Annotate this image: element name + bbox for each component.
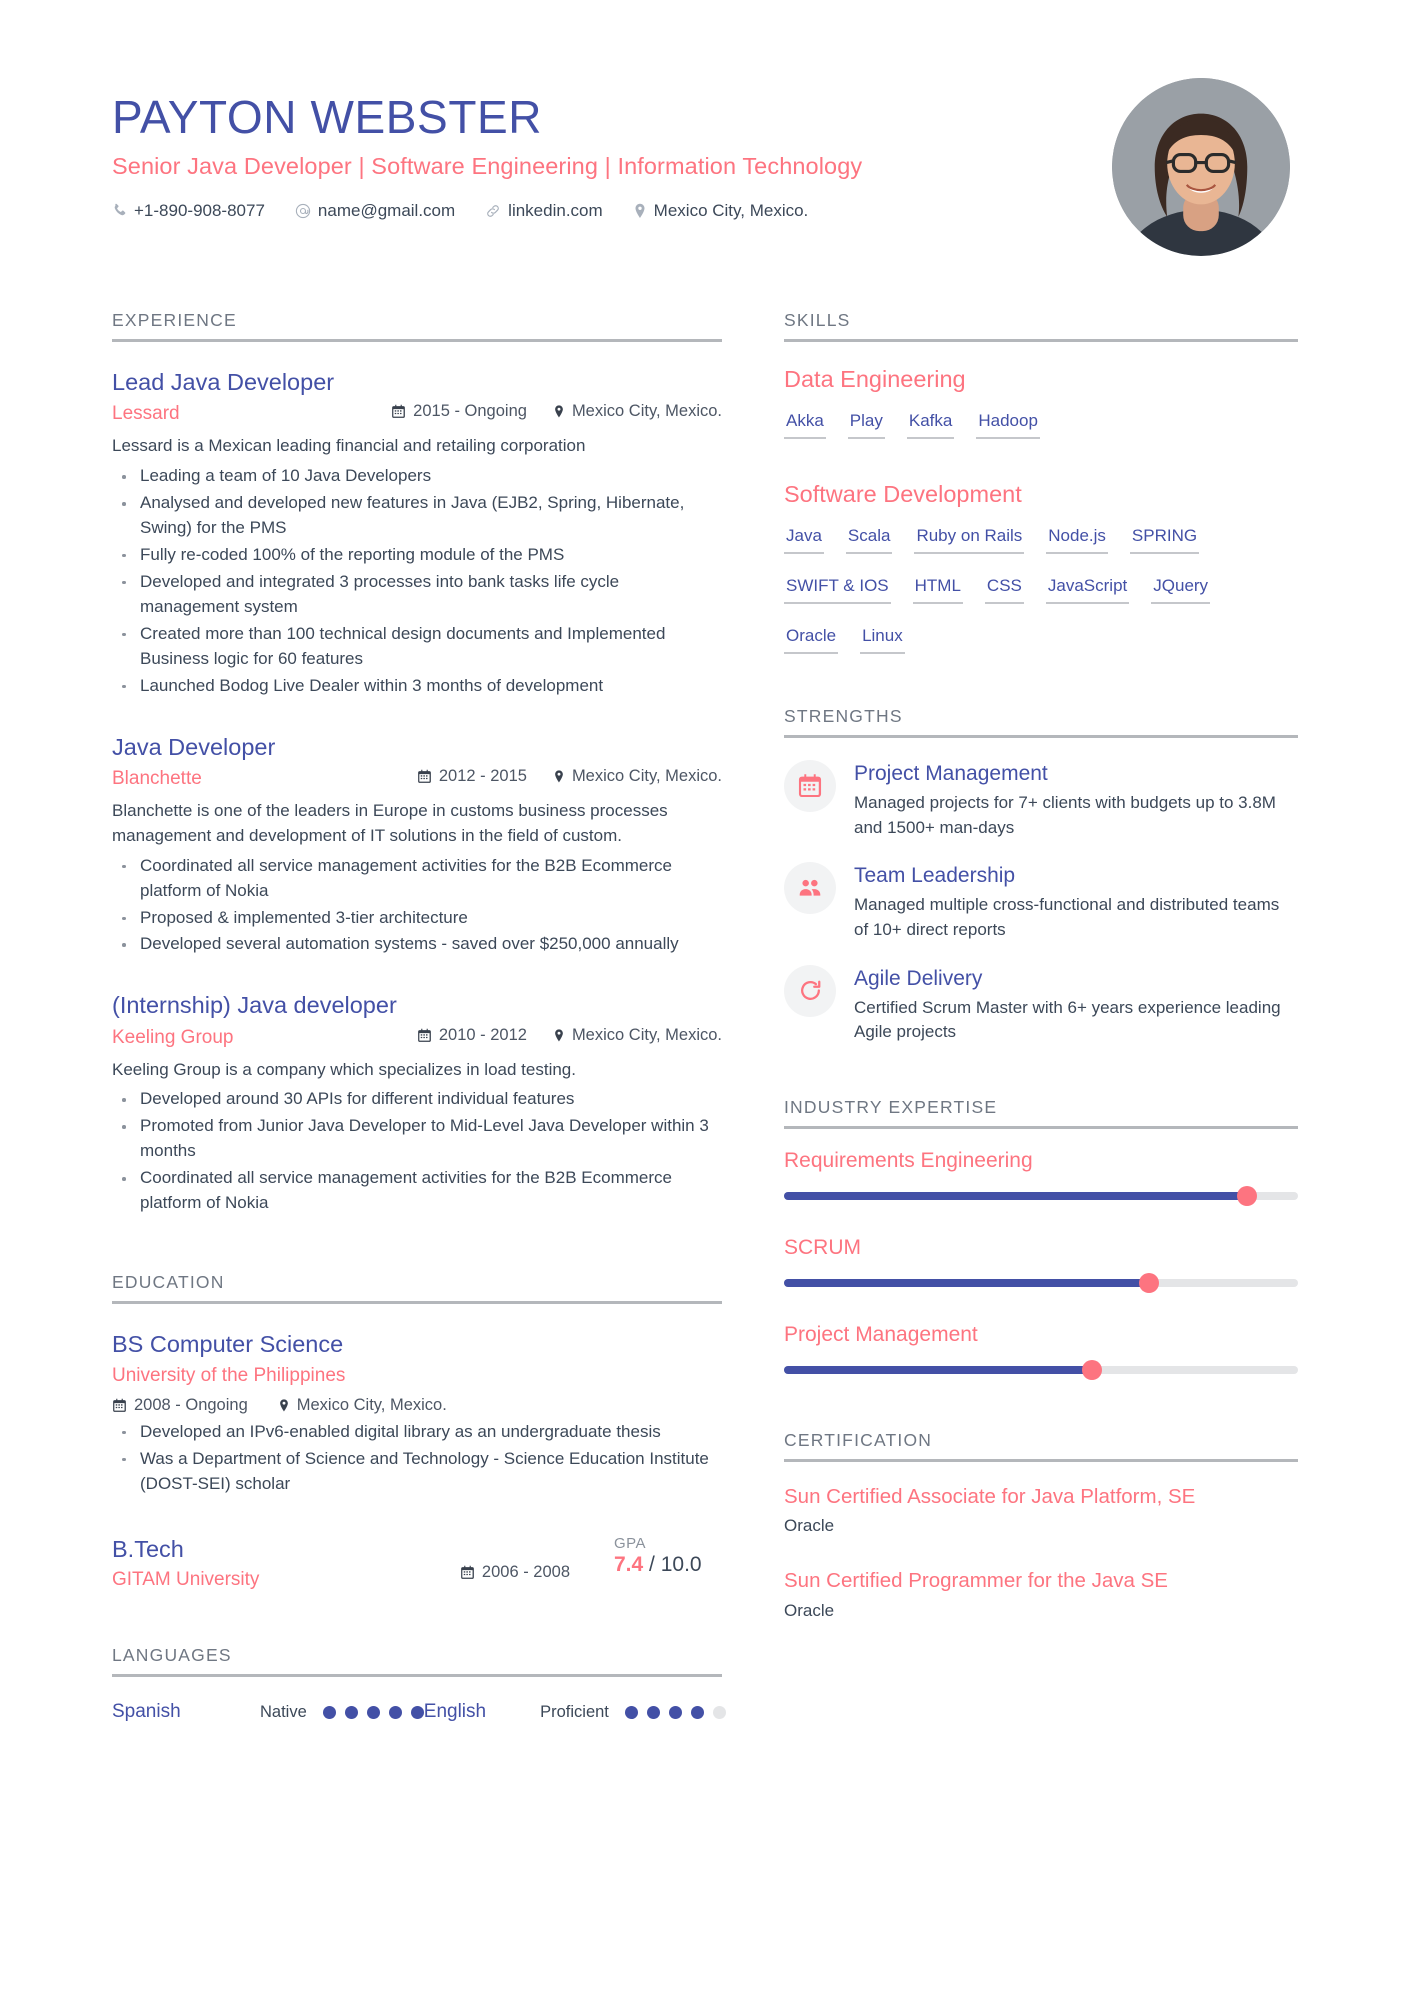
slider-knob[interactable] xyxy=(1082,1360,1102,1380)
job-title: Lead Java Developer xyxy=(112,369,335,395)
skill-tag[interactable]: Scala xyxy=(846,522,893,554)
profile-photo xyxy=(1112,78,1290,256)
certification-org: Oracle xyxy=(784,1516,835,1536)
contact-location-text: Mexico City, Mexico. xyxy=(653,200,809,220)
list-item: Developed an IPv6-enabled digital library as an undergraduate thesis xyxy=(112,1420,722,1445)
section-divider xyxy=(112,1674,722,1677)
skill-tag[interactable]: CSS xyxy=(985,572,1024,604)
job-location-text: Mexico City, Mexico. xyxy=(571,402,722,421)
education-meta xyxy=(112,1396,722,1415)
education-dates xyxy=(460,1563,570,1582)
education-entry xyxy=(112,1330,722,1496)
skill-group-title: Software Development xyxy=(784,481,1022,507)
contact-phone-text: +1-890-908-8077 xyxy=(134,200,265,220)
contact-phone[interactable] xyxy=(112,201,265,221)
list-item: Promoted from Junior Java Developer to Mid-Level Java Developer within 3 months xyxy=(112,1114,722,1164)
skill-tag-list xyxy=(784,397,1298,447)
slider-fill xyxy=(784,1366,1092,1374)
right-column xyxy=(784,310,1298,1723)
job-location xyxy=(553,402,722,421)
rating-dot xyxy=(691,1706,704,1719)
job-dates xyxy=(417,767,527,786)
job-description: Lessard is a Mexican leading financial and retailing corporation xyxy=(112,436,586,456)
contact-location xyxy=(633,201,809,221)
skill-tag[interactable]: SPRING xyxy=(1130,522,1199,554)
job-bullets xyxy=(112,1087,722,1216)
job-dates xyxy=(417,1026,527,1045)
certification-title: Sun Certified Associate for Java Platform, SE xyxy=(784,1484,1196,1508)
slider-knob[interactable] xyxy=(1139,1273,1159,1293)
skill-tag[interactable]: Play xyxy=(848,407,885,439)
list-item: Was a Department of Science and Technology - Science Education Institute (DOST-SEI) scholar xyxy=(112,1447,722,1497)
job-bullets xyxy=(112,464,722,699)
list-item: Created more than 100 technical design documents and Implemented Business logic for 60 features xyxy=(112,622,722,672)
language-name: Spanish xyxy=(112,1701,181,1723)
job-location xyxy=(553,767,722,786)
strength-item xyxy=(784,965,1298,1045)
location-pin-icon xyxy=(553,404,565,419)
rating-dot xyxy=(411,1706,424,1719)
education-entry-secondary xyxy=(112,1535,722,1591)
expertise-item xyxy=(784,1323,1298,1380)
strength-title: Project Management xyxy=(854,762,1048,785)
skill-tag[interactable]: Oracle xyxy=(784,622,838,654)
calendar-icon xyxy=(391,404,406,419)
education-location-text: Mexico City, Mexico. xyxy=(296,1395,447,1414)
skill-tag[interactable]: SWIFT & IOS xyxy=(784,572,891,604)
job-description: Blanchette is one of the leaders in Europe in customs business processes management and development of IT solutions in the field of custom. xyxy=(112,801,668,845)
rating-dot xyxy=(625,1706,638,1719)
list-item: Launched Bodog Live Dealer within 3 months of development xyxy=(112,674,722,699)
contact-email-text: name@gmail.com xyxy=(317,200,456,220)
job-meta xyxy=(112,1026,722,1049)
language-rating xyxy=(625,1706,726,1719)
list-item: Proposed & implemented 3-tier architecture xyxy=(112,906,722,931)
rating-dot xyxy=(367,1706,380,1719)
list-item: Fully re-coded 100% of the reporting module of the PMS xyxy=(112,543,722,568)
strength-title: Agile Delivery xyxy=(854,966,983,990)
location-pin-icon xyxy=(553,769,565,784)
contact-link[interactable] xyxy=(485,201,603,221)
section-languages xyxy=(112,1645,722,1723)
gpa-block xyxy=(604,1535,722,1577)
section-divider xyxy=(784,735,1298,738)
section-skills xyxy=(784,310,1298,662)
calendar-icon xyxy=(417,769,432,784)
experience-entry xyxy=(112,991,722,1216)
skill-tag[interactable]: JQuery xyxy=(1151,572,1210,604)
degree-title: B.Tech xyxy=(112,1535,184,1562)
gpa-number: 7.4 xyxy=(614,1552,644,1576)
section-heading-industry-expertise: INDUSTRY EXPERTISE xyxy=(784,1096,998,1117)
rating-dot xyxy=(389,1706,402,1719)
education-dates-text: 2008 - Ongoing xyxy=(134,1395,248,1414)
section-experience xyxy=(112,310,722,1216)
school-name: University of the Philippines xyxy=(112,1364,346,1386)
skill-tag[interactable]: JavaScript xyxy=(1046,572,1129,604)
job-title: Java Developer xyxy=(112,733,276,760)
expertise-slider[interactable] xyxy=(784,1273,1298,1293)
certification-title: Sun Certified Programmer for the Java SE xyxy=(784,1569,1168,1593)
certification-item xyxy=(784,1568,1298,1621)
left-column xyxy=(112,310,784,1723)
gpa-label: GPA xyxy=(614,1534,647,1552)
section-certification xyxy=(784,1430,1298,1621)
strength-title: Team Leadership xyxy=(854,864,1016,888)
slider-fill xyxy=(784,1192,1247,1200)
skill-tag[interactable]: Hadoop xyxy=(976,407,1040,439)
section-heading-languages: LANGUAGES xyxy=(112,1645,232,1666)
headline: Senior Java Developer | Software Engineering | Information Technology xyxy=(112,152,863,179)
section-divider xyxy=(784,1459,1298,1462)
team-people-icon xyxy=(784,862,836,914)
job-dates xyxy=(391,402,527,421)
rating-dot xyxy=(669,1706,682,1719)
list-item: Leading a team of 10 Java Developers xyxy=(112,464,722,489)
language-rating xyxy=(323,1706,424,1719)
experience-entry xyxy=(112,733,722,958)
avatar xyxy=(1112,78,1290,256)
job-description: Keeling Group is a company which specializes in load testing. xyxy=(112,1059,576,1079)
skill-tag[interactable]: Kafka xyxy=(907,407,954,439)
section-strengths xyxy=(784,706,1298,1045)
strength-item xyxy=(784,760,1298,840)
expertise-label: SCRUM xyxy=(784,1235,861,1259)
calendar-icon xyxy=(417,1028,432,1043)
strength-description: Managed projects for 7+ clients with budgets up to 3.8M and 1500+ man-days xyxy=(854,793,1276,837)
skill-tag[interactable]: Java xyxy=(784,522,824,554)
certification-org: Oracle xyxy=(784,1601,835,1621)
job-company: Blanchette xyxy=(112,768,202,790)
header-text-block xyxy=(112,78,1112,221)
education-location xyxy=(278,1396,447,1415)
job-company: Lessard xyxy=(112,403,180,425)
skill-tag-list xyxy=(784,512,1298,662)
gpa-scale: / 10.0 xyxy=(649,1552,702,1576)
language-item xyxy=(424,1701,726,1723)
degree-title: BS Computer Science xyxy=(112,1331,344,1358)
section-heading-strengths: STRENGTHS xyxy=(784,706,903,726)
slider-fill xyxy=(784,1279,1149,1287)
job-location-text: Mexico City, Mexico. xyxy=(571,1025,722,1044)
job-location-text: Mexico City, Mexico. xyxy=(571,767,722,786)
languages-row xyxy=(112,1701,722,1723)
skill-group-title: Data Engineering xyxy=(784,366,966,392)
experience-entry xyxy=(112,368,722,699)
school-name: GITAM University xyxy=(112,1569,260,1591)
refresh-cycle-icon xyxy=(784,965,836,1017)
contact-email[interactable] xyxy=(295,201,455,221)
calendar-icon xyxy=(460,1565,475,1580)
list-item: Developed several automation systems - saved over $250,000 annually xyxy=(112,932,722,957)
calendar-icon xyxy=(112,1398,127,1413)
location-pin-icon xyxy=(553,1028,565,1043)
skill-tag[interactable]: Ruby on Rails xyxy=(914,522,1024,554)
expertise-item xyxy=(784,1149,1298,1206)
expertise-label: Project Management xyxy=(784,1322,978,1346)
language-level: Native xyxy=(260,1702,307,1721)
contact-link-text: linkedin.com xyxy=(508,200,603,220)
section-education xyxy=(112,1272,722,1591)
skill-tag[interactable]: Linux xyxy=(860,622,905,654)
section-divider xyxy=(112,339,722,342)
link-icon xyxy=(485,203,501,219)
education-bullets xyxy=(112,1420,722,1497)
section-heading-experience: EXPERIENCE xyxy=(112,310,237,330)
rating-dot xyxy=(323,1706,336,1719)
job-title: (Internship) Java developer xyxy=(112,992,397,1019)
section-heading-certification: CERTIFICATION xyxy=(784,1429,933,1450)
job-dates-text: 2015 - Ongoing xyxy=(413,402,527,421)
skill-tag[interactable]: Node.js xyxy=(1046,522,1108,554)
skill-tag[interactable]: Akka xyxy=(784,407,826,439)
strength-description: Managed multiple cross-functional and distributed teams of 10+ direct reports xyxy=(854,895,1280,939)
language-name: English xyxy=(423,1701,487,1723)
expertise-slider[interactable] xyxy=(784,1186,1298,1206)
section-divider xyxy=(784,1126,1298,1129)
rating-dot xyxy=(345,1706,358,1719)
language-item xyxy=(112,1701,424,1723)
list-item: Developed and integrated 3 processes into bank tasks life cycle management system xyxy=(112,570,722,620)
slider-knob[interactable] xyxy=(1237,1186,1257,1206)
page-title: PAYTON WEBSTER xyxy=(112,91,543,143)
content-columns xyxy=(112,310,1298,1723)
job-dates-text: 2012 - 2015 xyxy=(438,767,527,786)
contact-row xyxy=(112,201,1112,221)
job-meta xyxy=(112,767,722,790)
gpa-value xyxy=(614,1553,722,1577)
expertise-item xyxy=(784,1236,1298,1293)
list-item: Developed around 30 APIs for different individual features xyxy=(112,1087,722,1112)
calendar-icon xyxy=(784,760,836,812)
job-bullets xyxy=(112,854,722,958)
location-pin-icon xyxy=(633,203,647,219)
section-heading-skills: SKILLS xyxy=(784,310,851,330)
phone-icon xyxy=(112,203,127,218)
strength-item xyxy=(784,862,1298,942)
language-level: Proficient xyxy=(540,1702,609,1721)
job-meta xyxy=(112,402,722,425)
section-divider xyxy=(112,1301,722,1304)
rating-dot xyxy=(647,1706,660,1719)
job-company: Keeling Group xyxy=(112,1026,234,1048)
job-dates-text: 2010 - 2012 xyxy=(438,1025,527,1044)
resume-header xyxy=(112,78,1298,256)
list-item: Coordinated all service management activities for the B2B Ecommerce platform of Nokia xyxy=(112,1166,722,1216)
expertise-label: Requirements Engineering xyxy=(784,1148,1033,1172)
certification-item xyxy=(784,1484,1298,1537)
email-icon xyxy=(295,203,311,219)
location-pin-icon xyxy=(278,1398,290,1413)
education-dates-text: 2006 - 2008 xyxy=(481,1562,570,1581)
list-item: Analysed and developed new features in Java (EJB2, Spring, Hibernate, Swing) for the PMS xyxy=(112,491,722,541)
section-heading-education: EDUCATION xyxy=(112,1272,225,1293)
job-location xyxy=(553,1026,722,1045)
list-item: Coordinated all service management activities for the B2B Ecommerce platform of Nokia xyxy=(112,854,722,904)
section-divider xyxy=(784,339,1298,342)
rating-dot-empty xyxy=(713,1706,726,1719)
section-industry-expertise xyxy=(784,1097,1298,1380)
skill-tag[interactable]: HTML xyxy=(913,572,963,604)
strength-description: Certified Scrum Master with 6+ years experience leading Agile projects xyxy=(854,997,1281,1042)
education-dates xyxy=(112,1396,248,1415)
expertise-slider[interactable] xyxy=(784,1360,1298,1380)
